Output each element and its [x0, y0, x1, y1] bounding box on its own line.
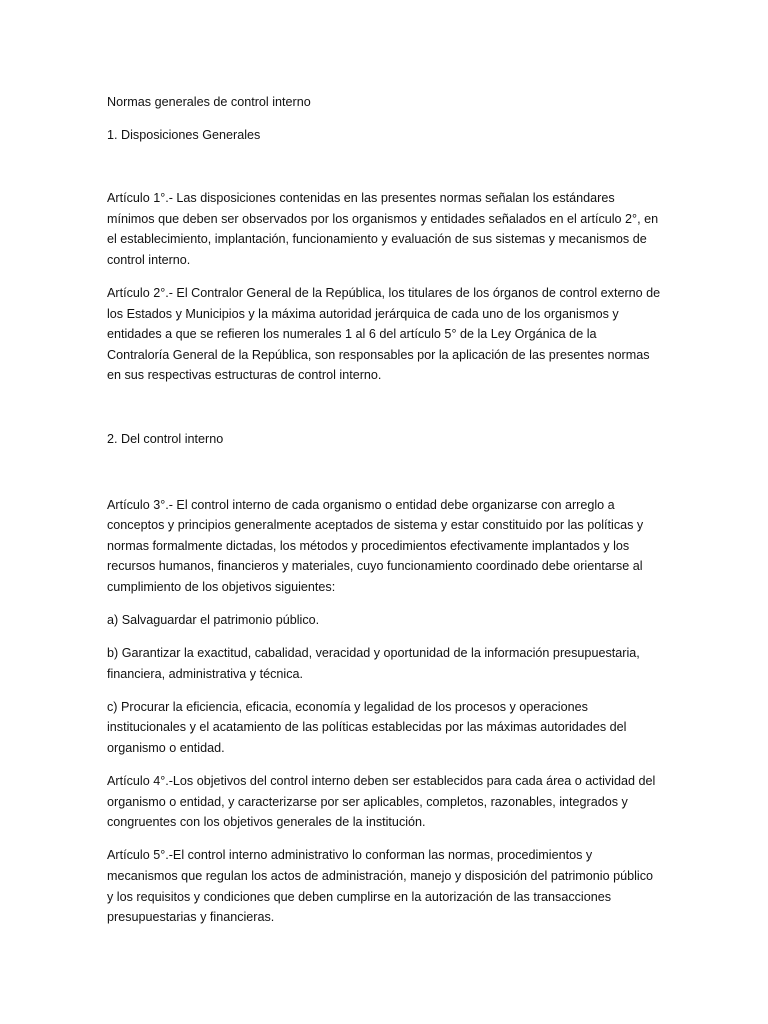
- article-4-paragraph: Artículo 4°.-Los objetivos del control interno deben ser establecidos para cada área o actividad del organismo o entidad, y caracterizarse por ser aplicables, completos, razonables, integrados y congruentes con los objetivos generales de la institución.: [107, 774, 656, 830]
- spacer: [107, 399, 662, 429]
- list-item-b: b) Garantizar la exactitud, cabalidad, veracidad y oportunidad de la información presupuestaria, financiera, administrativa y técnica.: [107, 646, 640, 681]
- list-item-c: c) Procurar la eficiencia, eficacia, economía y legalidad de los procesos y operaciones institucionales y el acatamiento de las políticas establecidas por las máximas autoridades del organismo o entidad.: [107, 699, 627, 756]
- spacer: [107, 462, 662, 495]
- list-item-a: a) Salvaguardar el patrimonio público.: [107, 613, 320, 628]
- article-2-paragraph: Artículo 2°.- El Contralor General de la República, los titulares de los órganos de control externo de los Estados y Municipios y la máxima autoridad jerárquica de cada uno de los organismos y entidades a que se refieren los numerales 1 al 6 del artículo 5° de la Ley Orgánica de la Contraloría General de la República, son responsables por la aplicación de las presentes normas en sus respectivas estructuras de control interno.: [107, 286, 661, 383]
- spacer: [107, 158, 662, 188]
- article-3-paragraph: Artículo 3°.- El control interno de cada organismo o entidad debe organizarse con arreglo a conceptos y principios generalmente aceptados de sistema y estar constituido por las políticas y normas formalmente dictadas, los métodos y procedimientos efectivamente implantados y los recursos humanos, financieros y materiales, cuyo funcionamiento coordinado debe orientarse al cumplimiento de los objetivos siguientes:: [107, 497, 644, 594]
- document-title: Normas generales de control interno: [107, 95, 311, 109]
- article-5-paragraph: Artículo 5°.-El control interno administrativo lo conforman las normas, procedimientos y mecanismos que regulan los actos de administración, manejo y disposición del patrimonio público y los requisitos y condiciones que deben cumplirse en la autorización de las transacciones presupuestarias y financieras.: [107, 848, 654, 925]
- article-1-paragraph: Artículo 1°.- Las disposiciones contenidas en las presentes normas señalan los estándares mínimos que deben ser observados por los organismos y entidades señalados en el artículo 2°, en el establecimiento, implantación, funcionamiento y evaluación de sus sistemas y mecanismos de control interno.: [107, 191, 659, 267]
- document-body: [107, 92, 662, 940]
- section-heading-del-control-interno: 2. Del control interno: [107, 431, 224, 446]
- section-heading-disposiciones-generales: 1. Disposiciones Generales: [107, 128, 261, 143]
